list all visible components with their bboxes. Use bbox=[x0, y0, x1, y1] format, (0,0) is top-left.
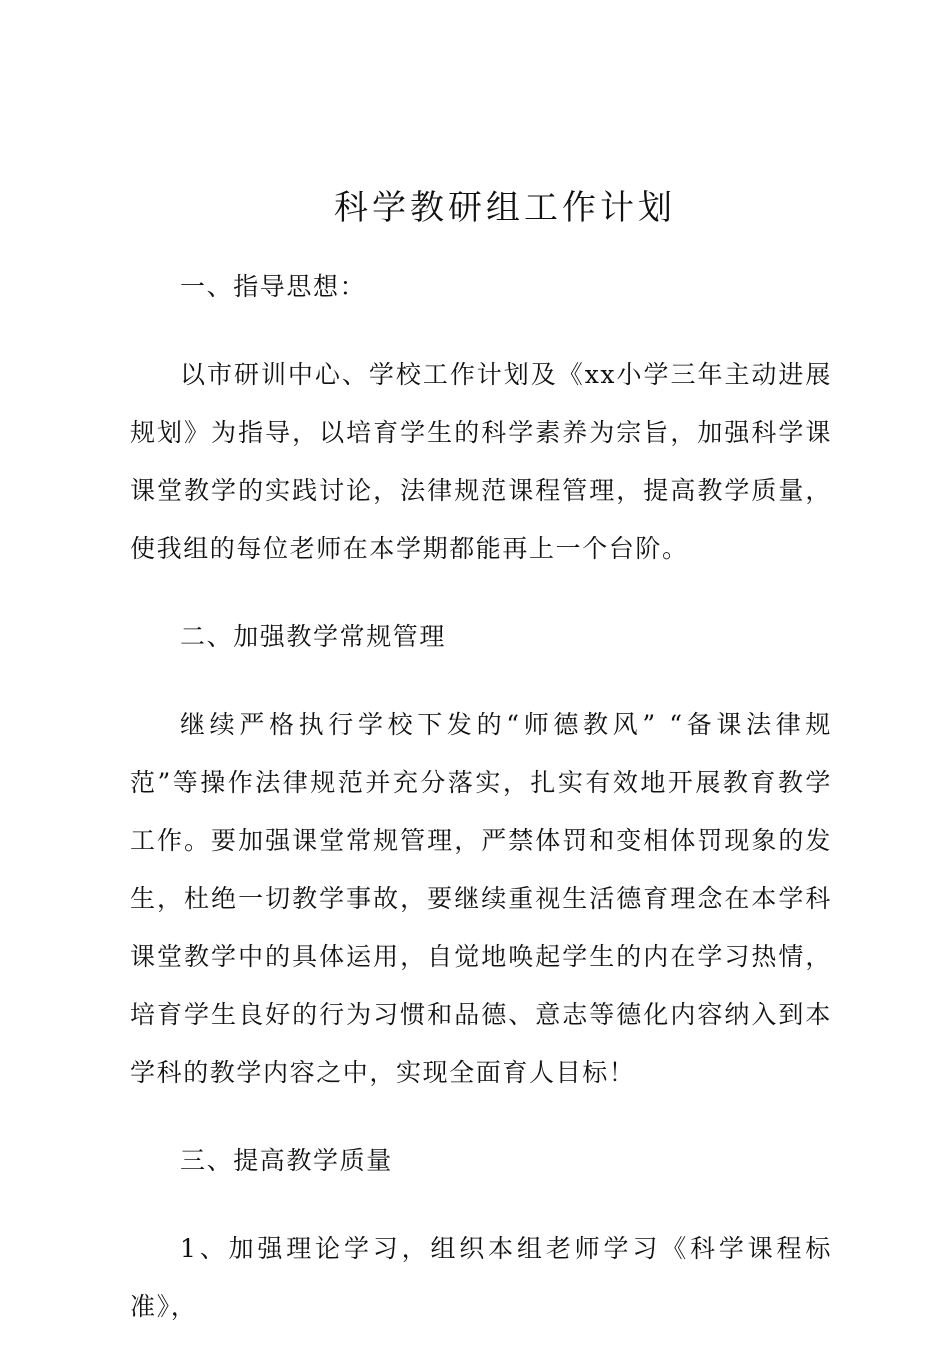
document-title: 科学教研组工作计划 bbox=[334, 188, 676, 228]
section-heading-guiding-ideology: 一、指导思想： bbox=[180, 272, 367, 301]
section-heading-routine-management: 二、加强教学常规管理 bbox=[180, 622, 447, 651]
paragraph-theory-study: 1、加强理论学习，组织本组老师学习《科学课程标准》， bbox=[130, 1234, 832, 1321]
paragraph-guiding-ideology: 以市研训中心、学校工作计划及《xx小学三年主动进展规划》为指导，以培育学生的科学素养为宗旨，加强科学课课堂教学的实践讨论，法律规范课程管理，提高教学质量，使我组的每位老师在本学期都能再上一个台阶。 bbox=[130, 360, 832, 563]
document-body bbox=[130, 258, 832, 1366]
paragraph-routine-management: 继续严格执行学校下发的“师德教风” “备课法律规范”等操作法律规范并充分落实，扎实有效地开展教育教学工作。要加强课堂常规管理，严禁体罚和变相体罚现象的发生，杜绝一切教学事故，要继续重视生活德育理念在本学科课堂教学中的具体运用，自觉地唤起学生的内在学习热情，培育学生良好的行为习惯和品德、意志等德化内容纳入到本学科的教学内容之中，实现全面育人目标！ bbox=[130, 710, 832, 1087]
section-heading-teaching-quality: 三、提高教学质量 bbox=[180, 1146, 393, 1175]
